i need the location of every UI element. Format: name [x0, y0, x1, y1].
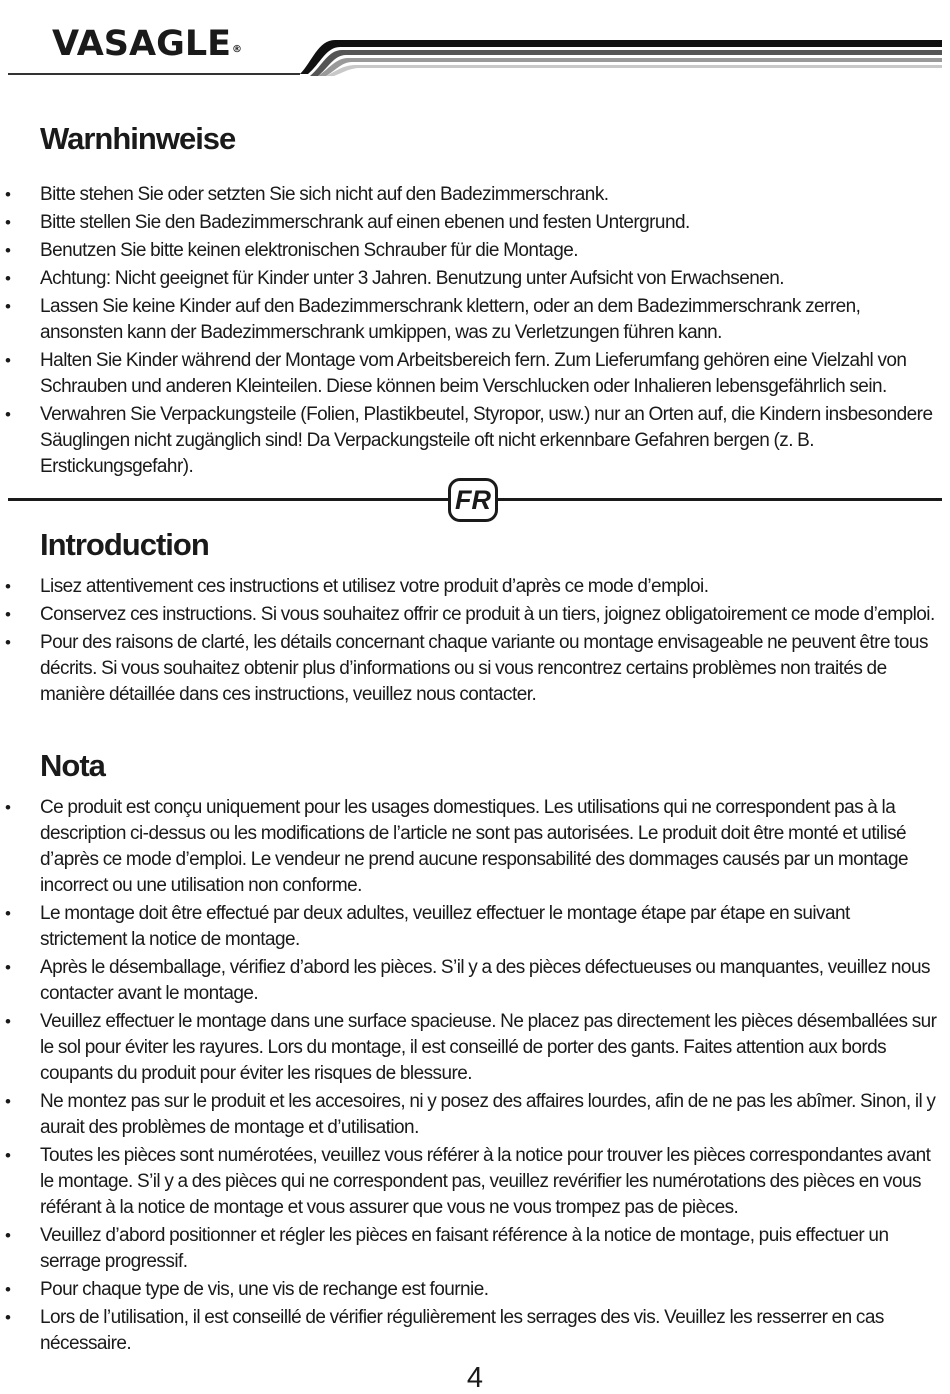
- list-item: • Lors de l’utilisation, il est conseillé de vérifier régulièrement les serrages des vis. Veuillez les resserrer en cas nécessaire.: [0, 1305, 940, 1357]
- list-item: • Halten Sie Kinder während der Montage vom Arbeitsbereich fern. Zum Lieferumfang gehören eine Vielzahl von Schrauben und anderen Kleinteilen. Diese können beim Verschlucken oder Inhalieren lebensgefährlich sein.: [0, 348, 940, 400]
- list-item: • Ne montez pas sur le produit et les accesoires, ni y posez des affaires lourdes, afin de ne pas les abîmer. Sinon, il y aurait des problèmes de montage et d’utilisation.: [0, 1089, 940, 1141]
- introduction-list: [0, 574, 940, 710]
- page-header: [0, 0, 950, 90]
- list-item: • Verwahren Sie Verpackungsteile (Folien, Plastikbeutel, Styropor, usw.) nur an Orten auf, die Kindern insbesondere Säuglingen nicht zugänglich sind! Da Verpackungsteile oft nicht erkennbare Gefahren bergen (z. B. Erstickungsgefahr).: [0, 402, 940, 480]
- list-item: • Lisez attentivement ces instructions et utilisez votre produit d’après ce mode d’emploi.: [0, 574, 940, 600]
- warnhinweise-list: [0, 182, 940, 482]
- language-badge-fr: FR: [448, 478, 498, 522]
- section-title-introduction: Introduction: [40, 527, 209, 562]
- list-item: • Le montage doit être effectué par deux adultes, veuillez effectuer le montage étape par étape en suivant strictement la notice de montage.: [0, 901, 940, 953]
- list-item: • Pour des raisons de clarté, les détails concernant chaque variante ou montage envisageable ne peuvent être tous décrits. Si vous souhaitez obtenir plus d’informations ou si vous rencontrez certains problèmes non traités de manière détaillée dans ces instructions, veuillez nous contacter.: [0, 630, 940, 708]
- header-swoosh-graphic: [0, 0, 950, 90]
- nota-list: [0, 795, 940, 1359]
- list-item: • Après le désemballage, vérifiez d’abord les pièces. S’il y a des pièces défectueuses ou manquantes, veuillez nous contacter avant le montage.: [0, 955, 940, 1007]
- list-item: • Bitte stellen Sie den Badezimmerschrank auf einen ebenen und festen Untergrund.: [0, 210, 940, 236]
- list-item: • Conservez ces instructions. Si vous souhaitez offrir ce produit à un tiers, joignez obligatoirement ce mode d’emploi.: [0, 602, 940, 628]
- list-item: • Veuillez d’abord positionner et régler les pièces en faisant référence à la notice de montage, puis effectuer un serrage progressif.: [0, 1223, 940, 1275]
- list-item: • Toutes les pièces sont numérotées, veuillez vous référer à la notice pour trouver les pièces correspondantes avant le montage. S’il y a des pièces qui ne correspondent pas, veuillez revérifier les numérotations des pièces en vous référant à la notice de montage et vous assurer que vous ne vous trompez pas de pièces.: [0, 1143, 940, 1221]
- list-item: • Ce produit est conçu uniquement pour les usages domestiques. Les utilisations qui ne correspondent pas à la description ci-dessus ou les modifications de l’article ne sont pas autorisées. Le produit doit être monté et utilisé d’après ce mode d’emploi. Le vendeur ne prend aucune responsabilité des dommages causés par un montage incorrect ou une utilisation non conforme.: [0, 795, 940, 899]
- page-number: 4: [466, 1362, 484, 1394]
- list-item: • Benutzen Sie bitte keinen elektronischen Schrauber für die Montage.: [0, 238, 940, 264]
- section-title-nota: Nota: [40, 748, 105, 783]
- list-item: • Bitte stehen Sie oder setzten Sie sich nicht auf den Badezimmerschrank.: [0, 182, 940, 208]
- brand-name: VASAGLE: [52, 24, 232, 64]
- list-item: • Veuillez effectuer le montage dans une surface spacieuse. Ne placez pas directement les pièces désemballées sur le sol pour éviter les rayures. Lors du montage, il est conseillé de porter des gants. Faites attention aux bords coupants du produit pour éviter les risques de blessure.: [0, 1009, 940, 1087]
- trademark-symbol: ®: [232, 44, 243, 55]
- section-title-warnhinweise: Warnhinweise: [40, 121, 236, 156]
- list-item: • Pour chaque type de vis, une vis de rechange est fournie.: [0, 1277, 940, 1303]
- list-item: • Achtung: Nicht geeignet für Kinder unter 3 Jahren. Benutzung unter Aufsicht von Erwachsenen.: [0, 266, 940, 292]
- list-item: • Lassen Sie keine Kinder auf den Badezimmerschrank klettern, oder an dem Badezimmerschrank zerren, ansonsten kann der Badezimmerschrank umkippen, was zu Verletzungen führen kann.: [0, 294, 940, 346]
